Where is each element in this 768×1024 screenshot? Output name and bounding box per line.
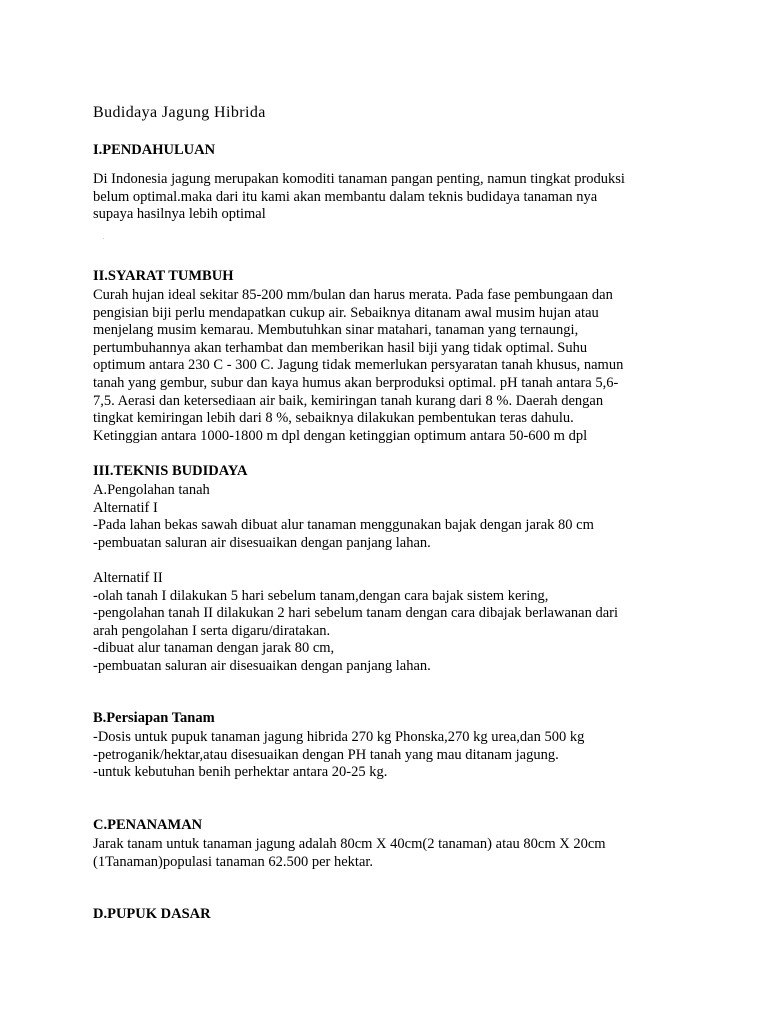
text-line: Jarak tanam untuk tanaman jagung adalah 80cm X 40cm(2 tanaman) atau 80cm X 20cm	[93, 836, 606, 852]
heading-syarat-tumbuh: II.SYARAT TUMBUH	[93, 268, 234, 284]
paragraph-alternatif-2	[93, 570, 618, 676]
text-line: -Dosis untuk pupuk tanaman jagung hibrida 270 kg Phonska,270 kg urea,dan 500 kg	[93, 729, 585, 745]
text-line: -Pada lahan bekas sawah dibuat alur tanaman menggunakan bajak dengan jarak 80 cm	[93, 517, 594, 534]
text-line: belum optimal.maka dari itu kami akan membantu dalam teknis budidaya tanaman nya	[93, 188, 598, 205]
text-line: pengisian biji perlu mendapatkan cukup air. Sebaiknya ditanam awal musim hujan atau	[93, 304, 599, 321]
text-line: A.Pengolahan tanah	[93, 482, 210, 498]
text-line: -petroganik/hektar,atau disesuaikan dengan PH tanah yang mau ditanam jagung.	[93, 746, 559, 763]
paragraph-pendahuluan	[93, 171, 625, 224]
text-line: Alternatif II	[93, 570, 163, 586]
heading-penanaman: C.PENANAMAN	[93, 817, 203, 833]
paragraph-penanaman	[93, 836, 606, 871]
text-line: -dibuat alur tanaman dengan jarak 80 cm,	[93, 640, 335, 657]
heading-pendahuluan: I.PENDAHULUAN	[93, 142, 216, 158]
text-line: -olah tanah I dilakukan 5 hari sebelum tanam,dengan cara bajak sistem kering,	[93, 587, 549, 604]
heading-pupuk-dasar: D.PUPUK DASAR	[93, 906, 211, 922]
heading-teknis-budidaya: III.TEKNIS BUDIDAYA	[93, 463, 248, 479]
text-line: -untuk kebutuhan benih perhektar antara 20-25 kg.	[93, 764, 388, 781]
text-line: tingkat kemiringan lebih dari 8 %, sebaiknya dilakukan pembentukan teras dahulu.	[93, 410, 574, 427]
stray-mark: .	[103, 235, 105, 241]
text-line: Di Indonesia jagung merupakan komoditi tanaman pangan penting, namun tingkat produksi	[93, 171, 625, 187]
document-title: Budidaya Jagung Hibrida	[93, 104, 266, 121]
text-line: supaya hasilnya lebih optimal	[93, 206, 266, 223]
text-line: Alternatif I	[93, 499, 158, 516]
paragraph-syarat-tumbuh	[93, 287, 623, 445]
paragraph-teknis-budidaya	[93, 482, 594, 552]
text-line: Curah hujan ideal sekitar 85-200 mm/bulan dan harus merata. Pada fase pembungaan dan	[93, 287, 613, 303]
heading-persiapan-tanam: B.Persiapan Tanam	[93, 710, 215, 726]
text-line: tanah yang gembur, subur dan kaya humus akan berproduksi optimal. pH tanah antara 5,6-	[93, 374, 619, 391]
paragraph-persiapan-tanam	[93, 729, 584, 782]
text-line: menjelang musim kemarau. Membutuhkan sinar matahari, tanaman yang ternaungi,	[93, 322, 579, 339]
text-line: Ketinggian antara 1000-1800 m dpl dengan ketinggian optimum antara 50-600 m dpl	[93, 427, 588, 444]
text-line: -pembuatan saluran air disesuaikan dengan panjang lahan.	[93, 534, 431, 551]
text-line: -pengolahan tanah II dilakukan 2 hari sebelum tanam dengan cara dibajak berlawanan dari	[93, 605, 618, 622]
text-line: (1Tanaman)populasi tanaman 62.500 per hektar.	[93, 853, 374, 870]
text-line: pertumbuhannya akan terhambat dan memberikan hasil biji yang tidak optimal. Suhu	[93, 339, 588, 356]
text-line: -pembuatan saluran air disesuaikan dengan panjang lahan.	[93, 657, 431, 674]
text-line: 7,5. Aerasi dan ketersediaan air baik, kemiringan tanah kurang dari 8 %. Daerah dengan	[93, 392, 604, 409]
text-line: arah pengolahan I serta digaru/diratakan.	[93, 622, 331, 639]
text-line: optimum antara 230 C - 300 C. Jagung tidak memerlukan persyaratan tanah khusus, namun	[93, 357, 624, 374]
